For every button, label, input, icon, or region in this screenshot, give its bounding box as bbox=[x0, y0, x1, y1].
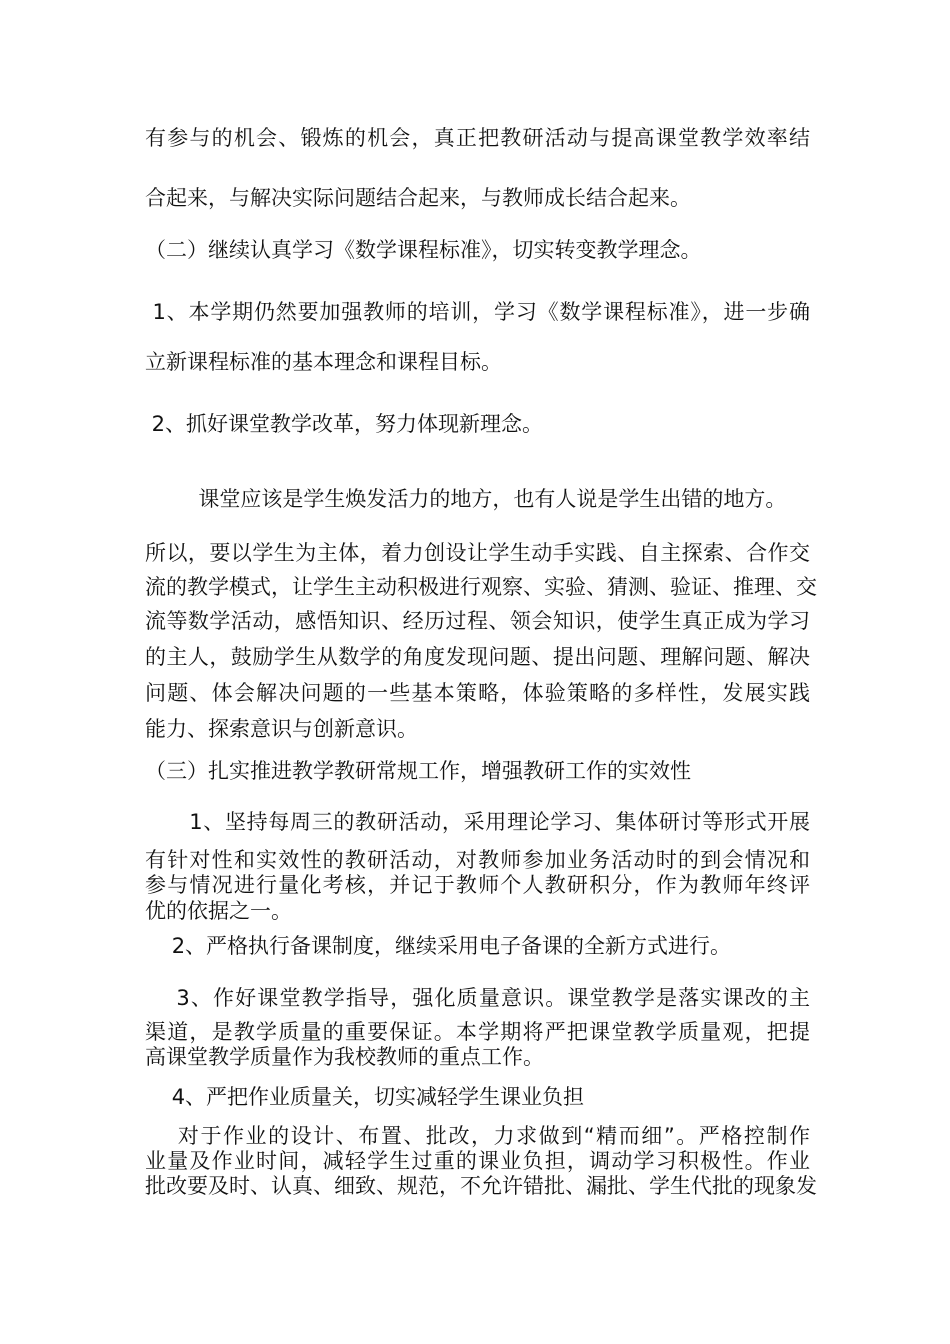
text-line: 2、严格执行备课制度，继续采用电子备课的全新方式进行。 bbox=[145, 934, 732, 958]
text-line: 批改要及时、认真、细致、规范，不允许错批、漏批、学生代批的现象发 bbox=[145, 1174, 817, 1198]
text-line: 高课堂教学质量作为我校教师的重点工作。 bbox=[145, 1045, 544, 1069]
text-line: 优的依据之一。 bbox=[145, 899, 292, 923]
text-line: 流等数学活动，感悟知识、经历过程、领会知识，使学生真正成为学习 bbox=[145, 609, 810, 633]
text-line: 的主人，鼓励学生从数学的角度发现问题、提出问题、理解问题、解决 bbox=[145, 645, 810, 669]
text-line: 对于作业的设计、布置、批改，力求做到“精而细”。严格控制作 bbox=[145, 1124, 810, 1148]
text-line: 合起来，与解决实际问题结合起来，与教师成长结合起来。 bbox=[145, 186, 691, 210]
text-line: 有参与的机会、锻炼的机会，真正把教研活动与提高课堂教学效率结 bbox=[145, 126, 810, 150]
text-line: 渠道，是教学质量的重要保证。本学期将严把课堂教学质量观，把提 bbox=[145, 1020, 810, 1044]
text-line: 立新课程标准的基本理念和课程目标。 bbox=[145, 350, 502, 374]
text-line: 流的教学模式，让学生主动积极进行观察、实验、猜测、验证、推理、交 bbox=[145, 575, 817, 599]
text-line: 能力、探索意识与创新意识。 bbox=[145, 717, 418, 741]
text-line: 参与情况进行量化考核，并记于教师个人教研积分，作为教师年终评 bbox=[145, 873, 810, 897]
text-line: 问题、体会解决问题的一些基本策略，体验策略的多样性，发展实践 bbox=[145, 681, 810, 705]
text-line: 2、抓好课堂教学改革，努力体现新理念。 bbox=[145, 412, 544, 436]
text-line: 1、坚持每周三的教研活动，采用理论学习、集体研讨等形式开展 bbox=[145, 810, 810, 834]
text-line: 4、严把作业质量关，切实减轻学生课业负担 bbox=[145, 1085, 585, 1109]
text-line: 1、本学期仍然要加强教师的培训，学习《数学课程标准》，进一步确 bbox=[145, 300, 810, 324]
text-line: 业量及作业时间，减轻学生过重的课业负担，调动学习积极性。作业 bbox=[145, 1149, 810, 1173]
text-line: 所以，要以学生为主体，着力创设让学生动手实践、自主探索、合作交 bbox=[145, 541, 810, 565]
section-heading: （二）继续认真学习《数学课程标准》，切实转变教学理念。 bbox=[145, 238, 702, 262]
section-heading: （三）扎实推进教学教研常规工作，增强教研工作的实效性 bbox=[145, 759, 691, 783]
text-line: 有针对性和实效性的教研活动，对教师参加业务活动时的到会情况和 bbox=[145, 848, 810, 872]
text-line: 课堂应该是学生焕发活力的地方，也有人说是学生出错的地方。 bbox=[145, 487, 787, 511]
text-line: 3、作好课堂教学指导，强化质量意识。课堂教学是落实课改的主 bbox=[145, 986, 810, 1010]
